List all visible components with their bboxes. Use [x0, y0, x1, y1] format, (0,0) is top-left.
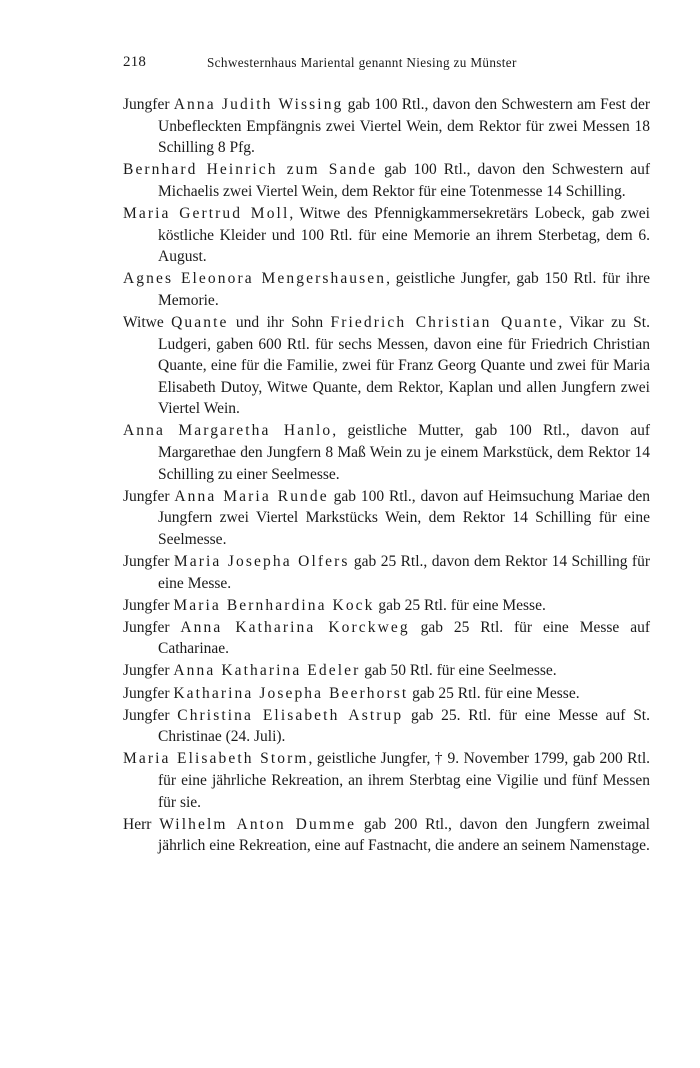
entry-prefix: Jungfer	[123, 684, 174, 702]
entry-prefix: Jungfer	[123, 96, 174, 113]
entry-text: gab 200 Rtl., davon den Jungfern zweimal jährlich eine Rekreation, eine auf Fastnacht, die andere an seinem Namenstage.	[158, 815, 650, 855]
entry-text: gab 25 Rtl., davon dem Rektor 14 Schilling für eine Messe.	[158, 552, 650, 592]
list-item	[123, 660, 650, 682]
list-item	[123, 683, 650, 705]
entry-prefix: Jungfer	[123, 552, 174, 570]
entry-prefix: Herr	[123, 815, 160, 833]
entry-text: gab 100 Rtl., davon den Schwestern am Fest der Unbefleckten Empfängnis zwei Viertel Wein, dem Rektor für zwei Messen 18 Schilling 8 Pfg.	[158, 96, 650, 157]
list-item	[123, 748, 650, 813]
entry-text: gab 100 Rtl., davon den Schwestern auf Michaelis zwei Viertel Wein, dem Rektor für eine Totenmesse 14 Schilling.	[158, 161, 650, 200]
donor-name: Maria Josepha Olfers	[173, 552, 350, 570]
entry-prefix: Jungfer	[123, 662, 174, 680]
entry-text: und ihr Sohn	[228, 313, 331, 331]
entry-text: , geistliche Jungfer, † 9. November 1799, gab 200 Rtl. für eine jährliche Rekreation, an ihrem Sterbtag eine Vigilie und fünf Messen für sie.	[158, 750, 650, 811]
entry-text: gab 50 Rtl. für eine Seelmesse.	[360, 662, 557, 680]
donor-name: Maria Elisabeth Storm	[123, 750, 309, 768]
list-item	[123, 312, 650, 420]
donor-name: Anna Katharina Edeler	[173, 662, 361, 680]
donor-name: Anna Maria Runde	[174, 487, 329, 505]
donor-name: Agnes Eleonora Mengershausen	[123, 270, 387, 288]
entry-text: gab 25. Rtl. für eine Messe auf St. Christinae (24. Juli).	[158, 706, 650, 746]
donor-name: Quante	[171, 313, 229, 331]
entry-prefix: Jungfer	[123, 706, 178, 724]
list-item	[123, 94, 650, 159]
entry-text: , geistliche Mutter, gab 100 Rtl., davon auf Margarethae den Jungfern 8 Maß Wein zu je einem Markstück, dem Rektor 14 Schilling zu einer Seelmesse.	[158, 422, 651, 483]
donor-name: Maria Gertrud Moll	[123, 204, 290, 222]
list-item	[123, 814, 650, 857]
list-item	[123, 486, 650, 551]
running-head	[123, 54, 650, 76]
entry-prefix: Jungfer	[123, 618, 181, 636]
endowment-list	[123, 94, 650, 857]
donor-name: Maria Bernhardina Kock	[173, 596, 375, 614]
donor-name: Katharina Josepha Beerhorst	[173, 684, 409, 702]
donor-name: Anna Margaretha Hanlo	[123, 422, 333, 440]
entry-text: gab 25 Rtl. für eine Messe.	[408, 684, 580, 702]
running-title: Schwesternhaus Mariental genannt Niesing zu Münster	[207, 55, 517, 70]
list-item	[123, 420, 650, 485]
list-item	[123, 617, 650, 660]
entry-text: gab 25 Rtl. für eine Messe.	[374, 596, 546, 614]
entry-prefix: Jungfer	[123, 487, 175, 505]
donor-name: Wilhelm Anton Dumme	[159, 815, 357, 833]
list-item	[123, 159, 650, 202]
entry-text: , geistliche Jungfer, gab 150 Rtl. für ihre Memorie.	[158, 270, 650, 309]
list-item	[123, 203, 650, 268]
list-item	[123, 705, 650, 748]
entry-prefix: Jungfer	[123, 596, 174, 614]
entry-text: , Witwe des Pfennigkammersekretärs Lobeck, gab zwei köstliche Kleider und 100 Rtl. für eine Memorie an ihrem Sterbetag, dem 6. August.	[158, 204, 650, 266]
page-number: 218	[123, 54, 147, 70]
donor-name: Anna Katharina Korckweg	[180, 618, 410, 636]
donor-name: Anna Judith Wissing	[173, 96, 344, 113]
list-item	[123, 268, 650, 311]
donor-name-2: Friedrich Christian Quante	[330, 313, 559, 331]
entry-prefix: Witwe	[123, 313, 172, 331]
list-item	[123, 595, 650, 617]
donor-name: Bernhard Heinrich zum Sande	[123, 161, 378, 179]
entry-text: gab 25 Rtl. für eine Messe auf Catharinae.	[158, 618, 650, 658]
donor-name: Christina Elisabeth Astrup	[177, 706, 404, 724]
entry-text-2: , Vikar zu St. Ludgeri, gaben 600 Rtl. für sechs Messen, davon eine für Friedrich Christian Quante, eine für die Familie, zwei für Franz Georg Quante und zwei für Maria Elisabeth Dutoy, Witwe Quante, dem Rektor, Kaplan und allen Jungfern zwei Viertel Wein.	[158, 313, 650, 418]
list-item	[123, 551, 650, 594]
entry-text: gab 100 Rtl., davon auf Heimsuchung Mariae den Jungfern zwei Viertel Markstücks Wein, dem Rektor 14 Schilling für eine Seelmesse.	[158, 487, 650, 548]
